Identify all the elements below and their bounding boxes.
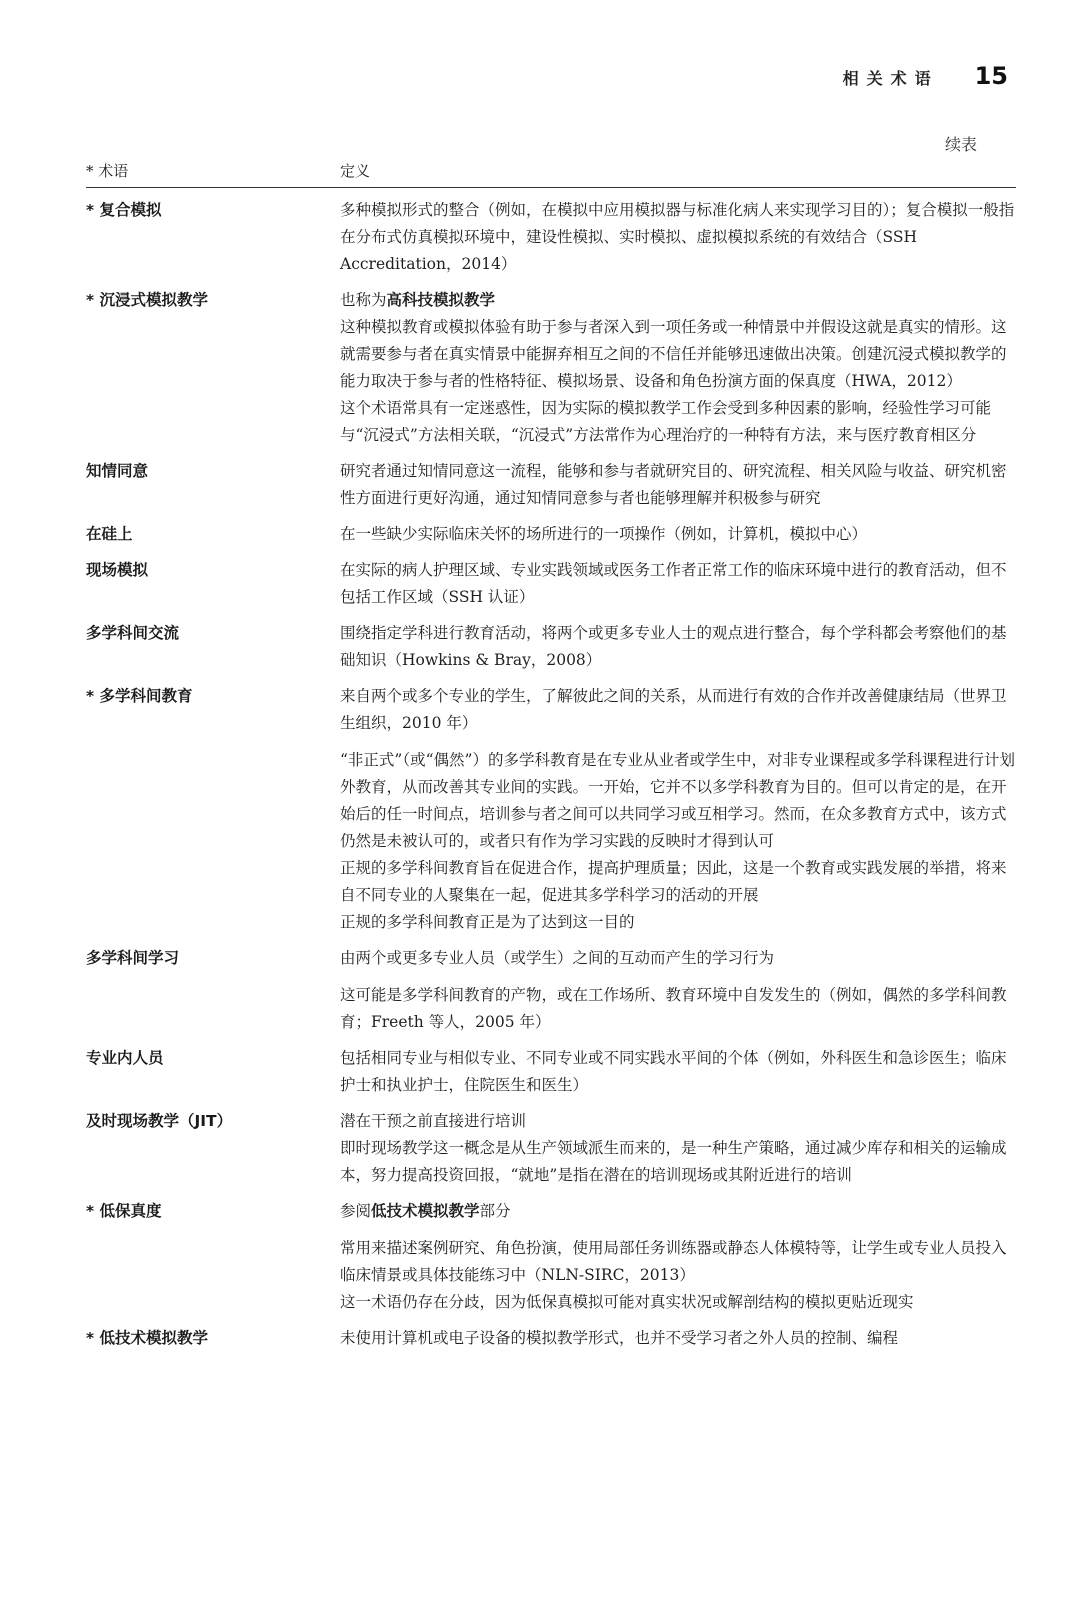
definition-paragraph: 在实际的病人护理区域、专业实践领域或医务工作者正常工作的临床环境中进行的教育活动，但不包括工作区域（SSH 认证）	[340, 561, 1007, 606]
term-cell: 多学科间交流	[86, 624, 180, 642]
definition-cell	[340, 287, 1016, 449]
table-row	[86, 1108, 1016, 1189]
column-header-term: * 术语	[86, 162, 129, 180]
table-row	[86, 1325, 1016, 1352]
table-row	[86, 1198, 1016, 1316]
table-row	[86, 620, 1016, 674]
term-cell: * 低技术模拟教学	[86, 1329, 209, 1347]
definition-cell	[340, 458, 1016, 512]
definition-lead	[340, 1198, 1016, 1225]
definition-cell	[340, 945, 1016, 1036]
definition-paragraph: 多种模拟形式的整合（例如，在模拟中应用模拟器与标准化病人来实现学习目的）；复合模拟一般指在分布式仿真模拟环境中，建设性模拟、实时模拟、虚拟模拟系统的有效结合（SSH Accreditation，2014）	[340, 201, 1015, 273]
definition-paragraph: 研究者通过知情同意这一流程，能够和参与者就研究目的、研究流程、相关风险与收益、研究机密性方面进行更好沟通，通过知情同意参与者也能够理解并积极参与研究	[340, 462, 1007, 507]
table-row	[86, 1045, 1016, 1099]
term-cell: 知情同意	[86, 462, 149, 480]
term-cell: 在硅上	[86, 525, 133, 543]
definition-paragraph: 由两个或更多专业人员（或学生）之间的互动而产生的学习行为	[340, 949, 775, 967]
definition-paragraph: 来自两个或多个专业的学生，了解彼此之间的关系，从而进行有效的合作并改善健康结局（世界卫生组织，2010 年）	[340, 687, 1007, 732]
definition-paragraph: 这个术语常具有一定迷惑性，因为实际的模拟教学工作会受到多种因素的影响，经验性学习可能与“沉浸式”方法相关联，“沉浸式”方法常作为心理治疗的一种特有方法，来与医疗教育相区分	[340, 399, 992, 444]
definition-cell	[340, 521, 1016, 548]
term-cell: * 低保真度	[86, 1202, 162, 1220]
table-row	[86, 683, 1016, 936]
lead-text: 参阅	[340, 1202, 372, 1220]
table-row	[86, 557, 1016, 611]
page-number: 15	[974, 62, 1008, 90]
table-body	[86, 197, 1016, 1352]
table-row	[86, 945, 1016, 1036]
term-cell: 专业内人员	[86, 1049, 164, 1067]
table-row	[86, 521, 1016, 548]
definition-paragraph: 未使用计算机或电子设备的模拟教学形式，也并不受学习者之外人员的控制、编程	[340, 1329, 899, 1347]
definition-cell	[340, 1198, 1016, 1316]
definition-paragraph: 常用来描述案例研究、角色扮演，使用局部任务训练器或静态人体模特等，让学生或专业人员投入临床情景或具体技能练习中（NLN-SIRC，2013）	[340, 1239, 1007, 1284]
table-row	[86, 458, 1016, 512]
cross-reference-term: 高科技模拟教学	[386, 291, 496, 309]
definition-paragraph: 包括相同专业与相似专业、不同专业或不同实践水平间的个体（例如，外科医生和急诊医生；临床护士和执业护士，住院医生和医生）	[340, 1049, 1007, 1094]
definition-lead	[340, 287, 1016, 314]
page-header	[843, 62, 1008, 90]
lead-text: 也称为	[340, 291, 387, 309]
term-cell: * 复合模拟	[86, 201, 162, 219]
table-row	[86, 197, 1016, 278]
lead-tail-text: 部分	[479, 1202, 511, 1220]
term-cell: * 多学科间教育	[86, 687, 193, 705]
definition-cell	[340, 683, 1016, 936]
definition-paragraph: 围绕指定学科进行教育活动，将两个或更多专业人士的观点进行整合，每个学科都会考察他们的基础知识（Howkins & Bray，2008）	[340, 624, 1007, 669]
definition-paragraph: 即时现场教学这一概念是从生产领域派生而来的，是一种生产策略，通过减少库存和相关的运输成本，努力提高投资回报，“就地”是指在潜在的培训现场或其附近进行的培训	[340, 1139, 1007, 1184]
definition-paragraph: 这可能是多学科间教育的产物，或在工作场所、教育环境中自发发生的（例如，偶然的多学科间教育；Freeth 等人，2005 年）	[340, 986, 1007, 1031]
definition-cell	[340, 620, 1016, 674]
glossary-table	[86, 160, 1016, 1352]
term-cell: 多学科间学习	[86, 949, 180, 967]
cross-reference-term: 低技术模拟教学	[371, 1202, 480, 1220]
definition-paragraph: 在一些缺少实际临床关怀的场所进行的一项操作（例如，计算机，模拟中心）	[340, 525, 868, 543]
continued-label: 续表	[945, 135, 978, 154]
section-title: 相关术语	[842, 69, 939, 88]
column-header-definition: 定义	[340, 162, 371, 180]
definition-cell	[340, 197, 1016, 278]
definition-cell	[340, 1045, 1016, 1099]
definition-paragraph: 正规的多学科间教育正是为了达到这一目的	[340, 913, 635, 931]
definition-cell	[340, 1108, 1016, 1189]
definition-paragraph: 潜在干预之前直接进行培训	[340, 1112, 527, 1130]
term-cell: 及时现场教学（JIT）	[86, 1112, 233, 1130]
term-cell: * 沉浸式模拟教学	[86, 291, 209, 309]
table-row	[86, 287, 1016, 449]
term-cell: 现场模拟	[86, 561, 149, 579]
definition-cell	[340, 557, 1016, 611]
definition-paragraph: 这一术语仍存在分歧，因为低保真模拟可能对真实状况或解剖结构的模拟更贴近现实	[340, 1293, 914, 1311]
definition-paragraph: 这种模拟教育或模拟体验有助于参与者深入到一项任务或一种情景中并假设这就是真实的情形。这就需要参与者在真实情景中能摒弃相互之间的不信任并能够迅速做出决策。创建沉浸式模拟教学的能力取决于参与者的性格特征、模拟场景、设备和角色扮演方面的保真度（HWA，2012）	[340, 318, 1007, 390]
definition-cell	[340, 1325, 1016, 1352]
definition-paragraph: 正规的多学科间教育旨在促进合作，提高护理质量；因此，这是一个教育或实践发展的举措，将来自不同专业的人聚集在一起，促进其多学科学习的活动的开展	[340, 859, 1007, 904]
table-header	[86, 160, 1016, 188]
definition-paragraph: “非正式”（或“偶然”）的多学科教育是在专业从业者或学生中，对非专业课程或多学科课程进行计划外教育，从而改善其专业间的实践。一开始，它并不以多学科教育为目的。但可以肯定的是，在开始后的任一时间点，培训参与者之间可以共同学习或互相学习。然而，在众多教育方式中，该方式仍然是未被认可的，或者只有作为学习实践的反映时才得到认可	[340, 751, 1015, 850]
